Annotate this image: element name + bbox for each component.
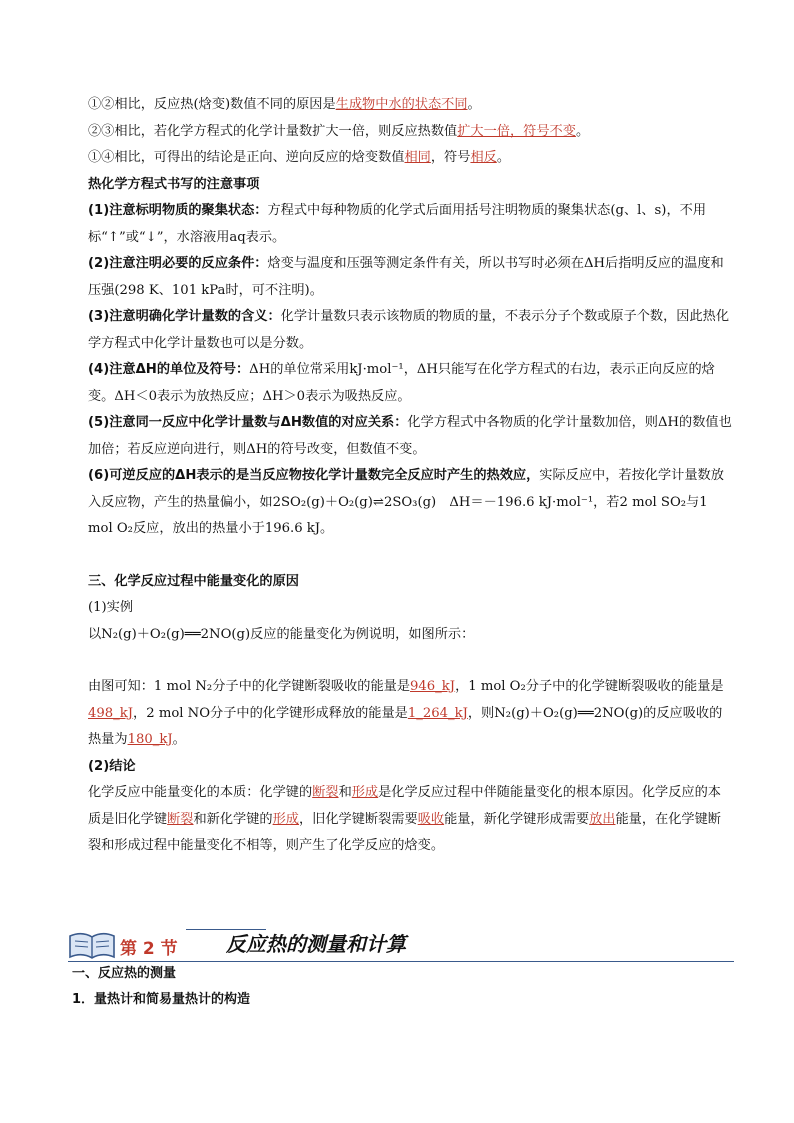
text: 能量，在化学键断裂和形成过程中能量变化不相等，则产生了化学反应的焓变。 [88,811,721,853]
note-label: (4)注意ΔH的单位及符号： [88,362,250,377]
answer-underline: 180_kJ [127,732,173,747]
answer-underline: 生成物中水的状态不同 [335,97,468,112]
text: 化学反应中能量变化的本质：化学键的 [88,785,313,800]
note-label: (3)注意明确化学计量数的含义： [88,309,281,324]
answer-underline: 吸收 [417,811,445,827]
subheading-1: 一、反应热的测量 [72,966,177,981]
text: ，旧化学键断裂需要 [299,811,418,827]
answer-underline: 扩大一倍，符号不变 [457,123,576,139]
note-2 [88,251,734,304]
subheading-2: 1．量热计和简易量热计的构造 [72,992,251,1007]
note-text: 化学计量数只表示该物质的物质的量，不表示分子个数或原子个数，因此热化学方程式中化学计量数也可以是分数。 [88,309,730,351]
text: 能量，新化学键形成需要 [444,811,590,827]
open-book-icon [68,930,116,960]
text: ，符号 [430,150,471,165]
answer-underline: 断裂 [312,785,339,800]
note-text: 方程式中每种物质的化学式后面用括号注明物质的聚集状态(g、l、s)，不用标“↑”或“↓”，水溶液用aq表示。 [88,203,707,245]
note-4 [88,357,734,410]
answer-underline: 放出 [589,811,616,827]
note-5 [88,410,734,463]
note-3 [88,304,734,357]
answer-underline: 形成 [272,811,299,827]
text: ①④相比，可得出的结论是正向、逆向反应的焓变数值 [88,150,405,165]
answer-underline: 相同 [404,150,431,165]
note-6 [88,463,734,543]
note-1 [88,198,734,251]
section-number: 第 2 节 [120,939,178,959]
answer-underline: 形成 [351,785,379,800]
figure-explanation [88,674,734,754]
note-text: ΔH的单位常采用kJ·mol⁻¹，ΔH只能写在化学方程式的右边，表示正向反应的焓变。ΔH＜0表示为放热反应；ΔH＞0表示为吸热反应。 [88,362,715,404]
text: 和新化学键的 [193,811,273,827]
answer-underline: 断裂 [167,811,194,827]
answer-underline: 1_264_kJ [407,705,468,721]
text: ，1 mol O₂分子中的化学键断裂吸收的能量是 [455,679,724,694]
note-label: (5)注意同一反应中化学计量数与ΔH数值的对应关系： [88,415,408,430]
text: 。 [575,123,590,139]
text: ②③相比，若化学方程式的化学计量数扩大一倍，则反应热数值 [88,123,458,139]
text: 和 [338,785,352,800]
para-compare-12 [88,92,734,119]
section-header [68,924,734,964]
text: 。 [496,150,510,165]
note-label: (6)可逆反应的ΔH表示的是当反应物按化学计量数完全反应时产生的热效应， [88,468,540,483]
page-content [88,92,734,860]
answer-underline: 498_kJ [88,705,134,721]
text: 。 [467,97,481,112]
text: 是化学反应过程中伴随能量变化的根本原因。化学反应的本质是旧化学键 [88,785,721,827]
answer-underline: 相反 [470,150,497,165]
text: 由图可知：1 mol N₂分子中的化学键断裂吸收的能量是 [88,679,411,694]
example-heading: (1)实例 [88,600,134,615]
spacer [88,543,734,569]
text: ，则N₂(g)＋O₂(g)══2NO(g)的反应吸收的热量为 [88,705,723,747]
conclusion-text [88,780,734,860]
section-title: 反应热的测量和计算 [226,932,406,956]
text: 。 [172,732,186,747]
answer-underline: 946_kJ [410,679,456,694]
conclusion-heading: (2)结论 [88,758,136,774]
note-label: (2)注意注明必要的反应条件： [88,256,268,271]
example-text: 以N₂(g)＋O₂(g)══2NO(g)反应的能量变化为例说明，如图所示： [88,626,475,642]
section-3-heading: 三、化学反应过程中能量变化的原因 [88,573,299,589]
note-text: 化学方程式中各物质的化学计量数加倍，则ΔH的数值也加倍；若反应逆向进行，则ΔH的符号改变，但数值不变。 [88,415,732,457]
para-compare-14 [88,145,734,172]
text: ①②相比，反应热(焓变)数值不同的原因是 [88,97,336,112]
notes-heading: 热化学方程式书写的注意事项 [88,176,260,192]
text: ，2 mol NO分子中的化学键形成释放的能量是 [133,705,408,721]
note-label: (1)注意标明物质的聚集状态： [88,203,268,218]
note-text: 实际反应中，若按化学计量数放入反应物，产生的热量偏小，如2SO₂(g)＋O₂(g)⇌2SO₃(g) ΔH＝－196.6 kJ·mol⁻¹，若2 mol SO₂与1 mol O₂反应，放出的热量小于196.6 kJ。 [88,468,724,536]
para-compare-23 [88,119,734,146]
note-text: 焓变与温度和压强等测定条件有关，所以书写时必须在ΔH后指明反应的温度和压强(298 K、101 kPa时，可不注明)。 [88,256,724,298]
figure-placeholder [88,648,734,674]
